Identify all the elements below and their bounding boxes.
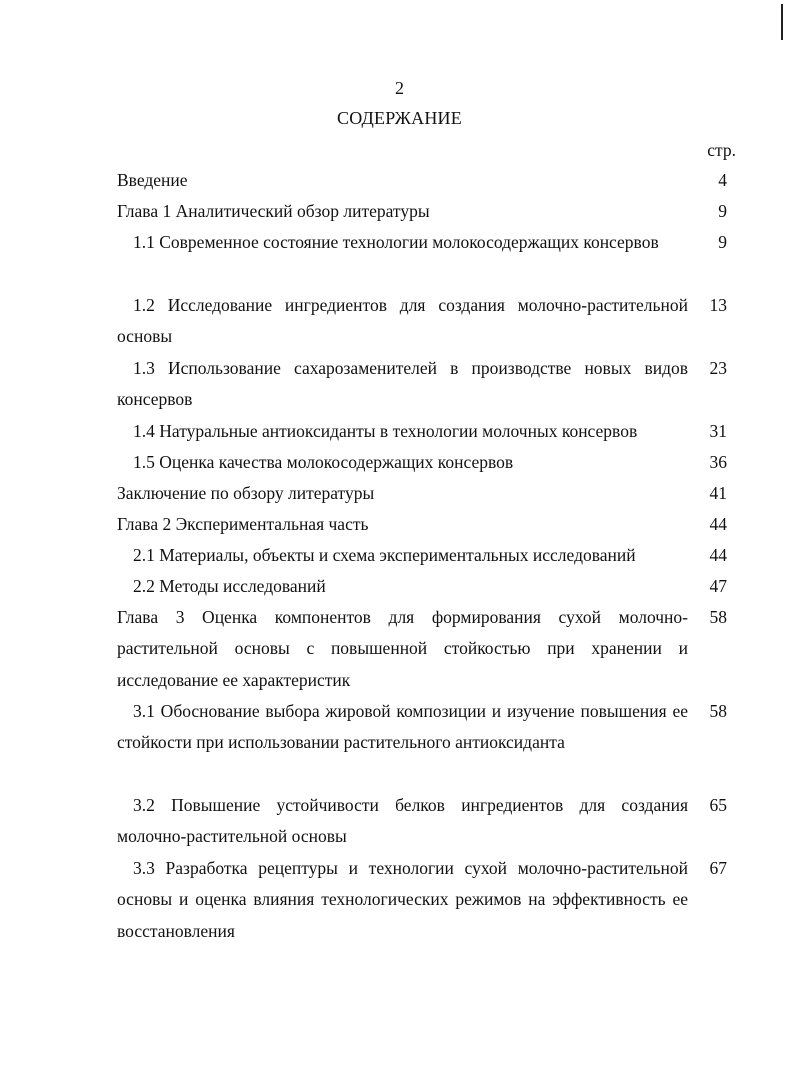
toc-entry-page: 58 bbox=[709, 701, 727, 721]
toc-entry-page: 44 bbox=[709, 545, 727, 565]
toc-entry-page: 4 bbox=[718, 170, 727, 190]
page-number: 2 bbox=[395, 78, 404, 98]
toc-entry-page: 36 bbox=[709, 452, 727, 472]
toc-entry-text: Введение bbox=[117, 170, 188, 190]
toc-entry-page: 9 bbox=[718, 201, 727, 221]
toc-entry-page: 65 bbox=[709, 795, 727, 815]
toc-entry-text: 1.2 Исследование ингредиентов для создания молочно-растительной основы bbox=[117, 295, 688, 347]
toc-entry-page: 58 bbox=[709, 607, 727, 627]
toc-entry-1-3[interactable] bbox=[0, 353, 799, 416]
scan-edge-mark bbox=[781, 4, 783, 40]
toc-entry-introduction[interactable] bbox=[0, 165, 799, 196]
toc-entry-page: 47 bbox=[709, 576, 727, 596]
toc-entry-chapter-1[interactable] bbox=[0, 196, 799, 227]
toc-entry-page: 41 bbox=[709, 483, 727, 503]
toc-entry-text: Глава 2 Экспериментальная часть bbox=[117, 514, 369, 534]
toc-entry-page: 23 bbox=[709, 358, 727, 378]
page-title: СОДЕРЖАНИЕ bbox=[337, 108, 462, 128]
toc-entry-3-3[interactable] bbox=[0, 853, 799, 947]
toc-entry-page: 13 bbox=[709, 295, 727, 315]
page-column-label: стр. bbox=[707, 140, 736, 160]
toc-entry-text: 3.1 Обоснование выбора жировой композиции и изучение повышения ее стойкости при использовании растительного антиоксиданта bbox=[117, 701, 688, 753]
toc-entry-1-5[interactable] bbox=[0, 447, 799, 478]
toc-entry-text: Заключение по обзору литературы bbox=[117, 483, 375, 503]
toc-entry-page: 9 bbox=[718, 232, 727, 252]
toc-entry-text: 1.1 Современное состояние технологии молокосодержащих консервов bbox=[133, 232, 659, 252]
toc-entry-text: Глава 1 Аналитический обзор литературы bbox=[117, 201, 430, 221]
toc-entry-text: 1.3 Использование сахарозаменителей в производстве новых видов консервов bbox=[117, 358, 688, 410]
toc-entry-1-2[interactable] bbox=[0, 290, 799, 353]
toc-entry-3-2[interactable] bbox=[0, 790, 799, 853]
toc-entry-text: 3.3 Разработка рецептуры и технологии сухой молочно-растительной основы и оценка влияния технологических режимов на эффективность ее восстановления bbox=[117, 858, 688, 941]
toc-entry-3-1[interactable] bbox=[0, 696, 799, 790]
toc-entry-text: 1.5 Оценка качества молокосодержащих консервов bbox=[133, 452, 514, 472]
toc-entry-2-1[interactable] bbox=[0, 540, 799, 571]
toc-entry-chapter-3[interactable] bbox=[0, 602, 799, 696]
toc-entry-1-4[interactable] bbox=[0, 416, 799, 447]
toc-entry-chapter-2[interactable] bbox=[0, 509, 799, 540]
toc-entry-page: 44 bbox=[709, 514, 727, 534]
toc-entry-page: 67 bbox=[709, 858, 727, 878]
toc-entry-text: 2.2 Методы исследований bbox=[133, 576, 326, 596]
toc-entry-text: 3.2 Повышение устойчивости белков ингредиентов для создания молочно-растительной основы bbox=[117, 795, 688, 847]
toc-entry-text: Глава 3 Оценка компонентов для формирования сухой молочно-растительной основы с повышенной стойкостью при хранении и исследование ее характеристик bbox=[117, 607, 688, 690]
toc-entry-1-1[interactable] bbox=[0, 227, 799, 290]
toc-entry-text: 1.4 Натуральные антиоксиданты в технологии молочных консервов bbox=[133, 421, 638, 441]
toc-entry-conclusion[interactable] bbox=[0, 478, 799, 509]
toc-entry-page: 31 bbox=[709, 421, 727, 441]
toc-entry-text: 2.1 Материалы, объекты и схема экспериментальных исследований bbox=[133, 545, 636, 565]
toc-entry-2-2[interactable] bbox=[0, 571, 799, 602]
